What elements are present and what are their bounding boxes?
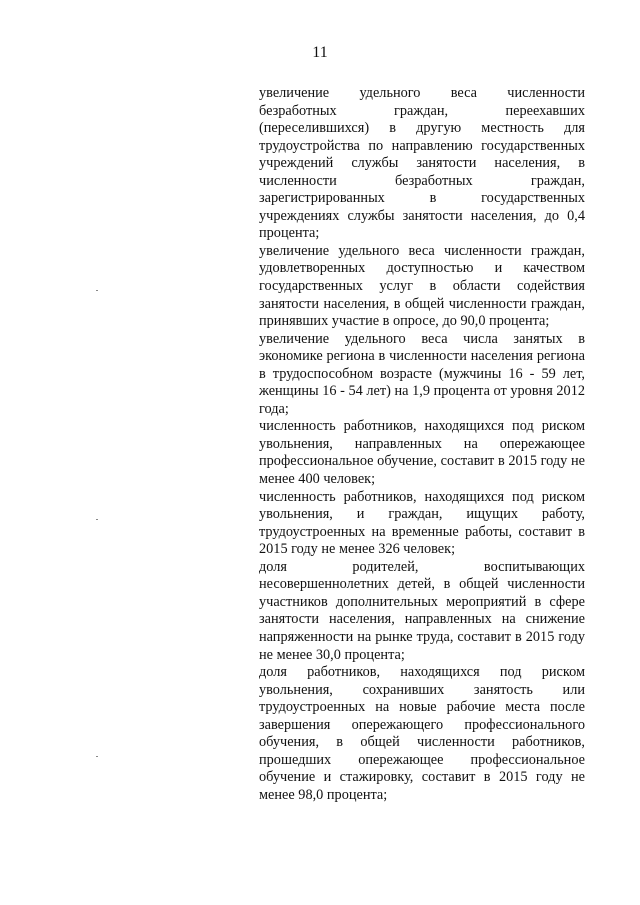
list-item: увеличение удельного веса численности граждан, удовлетворенных доступностью и качеством государственных услуг в области содействия занятости населения, в общей численности граждан, принявших участие в опросе, до 90,0 процента; [259, 242, 585, 330]
scan-speck [96, 290, 98, 291]
list-item: численность работников, находящихся под риском увольнения, и граждан, ищущих работу, трудоустроенных на временные работы, составит в 2015 году не менее 326 человек; [259, 488, 585, 558]
list-item: доля родителей, воспитывающих несовершеннолетних детей, в общей численности участников дополнительных мероприятий в сфере занятости населения, направленных на снижение напряженности на рынке труда, составит в 2015 году не менее 30,0 процента; [259, 558, 585, 663]
list-item: увеличение удельного веса числа занятых в экономике региона в численности населения региона в трудоспособном возрасте (мужчины 16 - 59 лет, женщины 16 - 54 лет) на 1,9 процента от уровня 2012 года; [259, 330, 585, 417]
document-body [259, 85, 585, 804]
scan-speck [96, 519, 98, 520]
page-number: 11 [312, 44, 328, 61]
scan-speck [96, 756, 98, 757]
list-item: численность работников, находящихся под риском увольнения, направленных на опережающее профессиональное обучение, составит в 2015 году не менее 400 человек; [259, 418, 585, 488]
list-item: увеличение удельного веса численности безработных граждан, переехавших (переселившихся) в другую местность для трудоустройства по направлению государственных учреждений службы занятости населения, в численности безработных граждан, зарегистрированных в государственных учреждениях службы занятости населения, до 0,4 процента; [259, 85, 585, 242]
list-item: доля работников, находящихся под риском увольнения, сохранивших занятость или трудоустроенных на новые рабочие места после завершения опережающего профессионального обучения, в общей численности работников, прошедших опережающее профессиональное обучение и стажировку, составит в 2015 году не менее 98,0 процента; [259, 664, 585, 803]
